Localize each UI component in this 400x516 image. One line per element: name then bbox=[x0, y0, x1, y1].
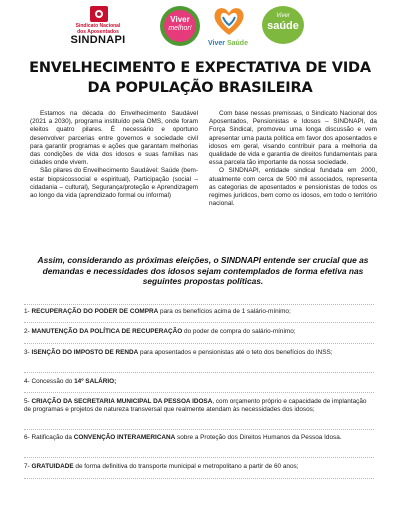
proposal-text: do poder de compra do salário-mínimo; bbox=[182, 328, 296, 335]
proposal-text: , com orçamento próprio e capacidade de implantação de programas e projetos de natureza transversal que realmente atendam às necessidades dos idosos; bbox=[24, 398, 367, 414]
viver-saude-label-part2: Saúde bbox=[226, 40, 248, 47]
viver-saude-label bbox=[203, 40, 253, 47]
intro-right-column bbox=[209, 110, 377, 208]
sindnapi-logo bbox=[56, 6, 140, 48]
proposal-keyword: ISENÇÃO DO IMPOSTO DE RENDA bbox=[31, 349, 139, 356]
page-title-line1: ENVELHECIMENTO E EXPECTATIVA DE VIDA bbox=[29, 60, 371, 76]
viver-saude-badge-line1: Viver bbox=[276, 13, 290, 19]
proposal-number: 4- Concessão do bbox=[24, 378, 75, 385]
page-title-line2: DA POPULAÇÃO BRASILEIRA bbox=[87, 80, 313, 96]
divider bbox=[24, 392, 374, 393]
proposal-number: 5- bbox=[24, 398, 32, 405]
proposal-item bbox=[24, 308, 374, 316]
viver-saude-label-part1: Viver bbox=[208, 40, 226, 47]
proposal-item bbox=[24, 349, 374, 357]
proposal-text: para os benefícios acima de 1 salário-mínimo; bbox=[158, 308, 291, 315]
intro-paragraph: O SINDNAPI, entidade sindical fundada em 2000, atualmente com cerca de 500 mil associados, representa as categorias de aposentados e pensionistas de todos os regimes jurídicos, bem como os idosos, em todo o território nacional. bbox=[209, 167, 377, 208]
proposal-text: de forma definitiva do transporte municipal e metropolitano a partir de 60 anos; bbox=[73, 463, 299, 470]
intro-paragraph: São pilares do Envelhecimento Saudável: Saúde (bem-estar biopsicossocial e espiritual), Participação (social – cidadania – cultural), Segurança/proteção e Aprendizagem ao longo da vida (aprendizado formal ou informal) bbox=[30, 167, 198, 200]
highlight-statement: Assim, considerando as próximas eleições, o SINDNAPI entende ser crucial que as demandas e necessidades dos idosos sejam contemplados de forma efetiva nas seguintes propostas políticas. bbox=[37, 255, 369, 287]
heart-logo-icon bbox=[212, 4, 246, 38]
proposal-text: para aposentados e pensionistas até o teto dos benefícios do INSS; bbox=[138, 349, 333, 356]
proposal-item bbox=[24, 463, 374, 471]
intro-paragraph: Estamos na década do Envelhecimento Saudável (2021 a 2030), programa instituído pela OMS, onde foram eleitos quatro pilares. É necessário e oportuno desenvolver parcerias entre governos e sociedade civil para garantir programas e ações que garantam melhorias das condições de vida dos idosos e suas famílias nas cidades onde vivem. bbox=[30, 110, 198, 167]
proposal-keyword: 14º SALÁRIO; bbox=[74, 378, 117, 385]
proposal-item bbox=[24, 434, 374, 442]
sindnapi-subtitle-line2: dos Aposentados bbox=[77, 29, 119, 35]
proposal-keyword: RECUPERAÇÃO DO PODER DE COMPRA bbox=[31, 308, 159, 315]
proposal-keyword: GRATUIDADE bbox=[31, 463, 74, 470]
divider bbox=[24, 343, 374, 344]
proposal-keyword: MANUTENÇÃO DA POLÍTICA DE RECUPERAÇÃO bbox=[31, 328, 183, 335]
proposal-text: sobre a Proteção dos Direitos Humanos da Pessoa Idosa. bbox=[175, 434, 342, 441]
divider bbox=[24, 457, 374, 458]
proposal-keyword: CRIAÇÃO DA SECRETARIA MUNICIPAL DA PESSOA IDOSA bbox=[31, 398, 213, 405]
viver-melhor-logo bbox=[160, 6, 200, 46]
proposal-number: 2- bbox=[24, 328, 32, 335]
divider bbox=[24, 322, 374, 323]
proposal-number: 7- bbox=[24, 463, 32, 470]
intro-paragraph: Com base nessas premissas, o Sindicato Nacional dos Aposentados, Pensionistas e Idosos – SINDNAPI, da Força Sindical, promoveu uma longa discussão e vem apresentar uma pauta política em favor dos aposentados e idosos em geral, visando contribuir para a melhoria da qualidade de vida e garantia de direitos fundamentais para essa parcela tão importante da nossa sociedade. bbox=[209, 110, 377, 167]
divider bbox=[24, 304, 374, 305]
divider bbox=[24, 372, 374, 373]
proposal-item bbox=[24, 398, 374, 415]
proposal-item bbox=[24, 378, 374, 386]
sindnapi-subtitle-line1: Sindicato Nacional bbox=[75, 23, 121, 29]
viver-saude-badge bbox=[262, 6, 304, 44]
proposal-number: 6- Ratificação da bbox=[24, 434, 74, 441]
proposal-number: 3- bbox=[24, 349, 32, 356]
divider bbox=[24, 429, 374, 430]
proposal-keyword: CONVENÇÃO INTERAMERICANA bbox=[73, 434, 176, 441]
header bbox=[0, 0, 400, 52]
intro-left-column bbox=[30, 110, 198, 200]
divider bbox=[24, 478, 374, 479]
sindnapi-name: SINDNAPI bbox=[70, 34, 126, 46]
sindnapi-emblem-icon bbox=[90, 6, 108, 22]
proposal-item bbox=[24, 328, 374, 336]
viver-melhor-line2: melhor! bbox=[168, 25, 192, 32]
viver-melhor-line1: Viver bbox=[170, 15, 190, 24]
proposal-number: 1- bbox=[24, 308, 32, 315]
viver-saude-badge-line2: saúde bbox=[267, 20, 299, 32]
